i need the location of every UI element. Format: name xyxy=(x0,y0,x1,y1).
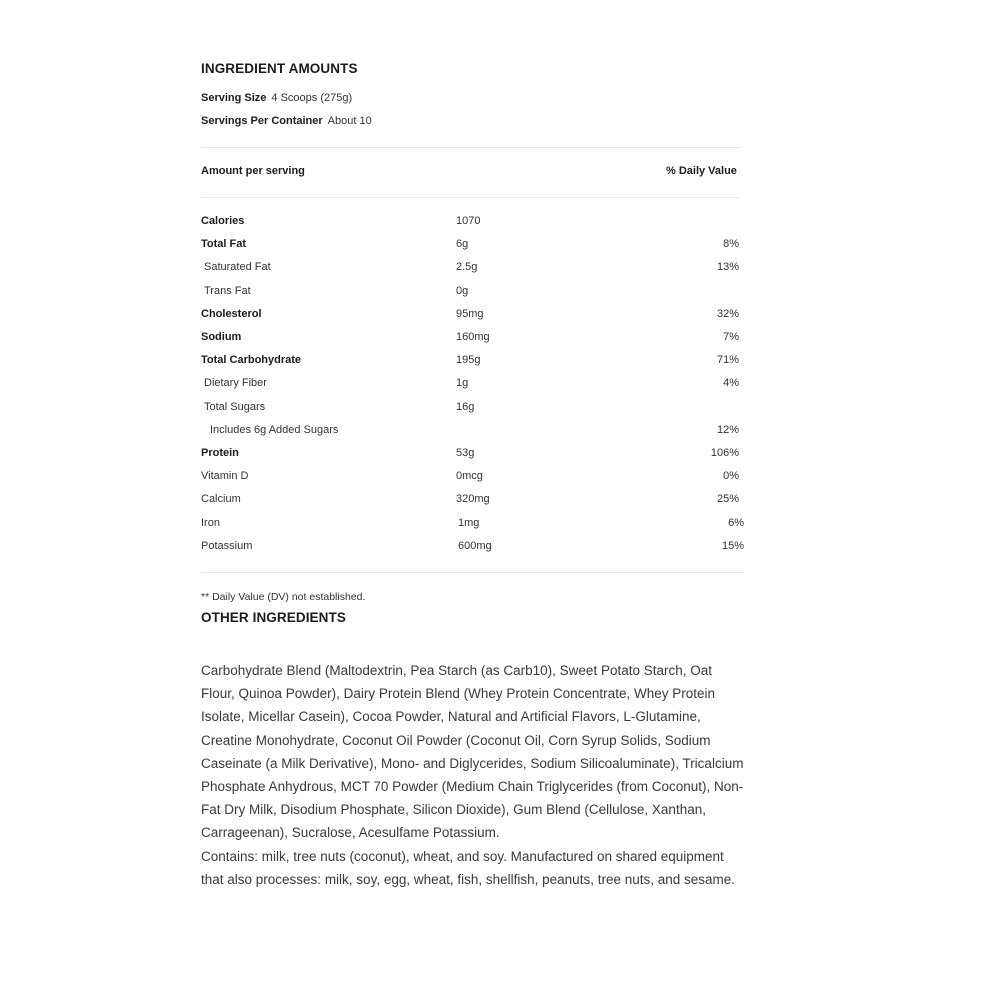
table-row xyxy=(201,331,746,347)
nutrient-name: Trans Fat xyxy=(204,285,251,297)
other-ingredients-body xyxy=(201,659,746,891)
table-row xyxy=(201,238,746,254)
servings-per-container-label: Servings Per Container xyxy=(201,115,323,127)
divider-top xyxy=(201,147,739,148)
nutrient-name: Calcium xyxy=(201,493,241,505)
nutrient-amount: 1mg xyxy=(458,517,480,529)
table-row xyxy=(201,285,746,301)
nutrient-amount: 320mg xyxy=(456,493,490,505)
nutrient-name: Iron xyxy=(201,517,220,529)
nutrient-amount: 1070 xyxy=(456,215,481,227)
daily-value-footnote: ** Daily Value (DV) not established. xyxy=(201,591,366,603)
nutrient-daily-value: 8% xyxy=(723,238,739,250)
divider-bottom xyxy=(201,572,744,573)
nutrient-name: Calories xyxy=(201,215,245,227)
table-row xyxy=(201,354,746,370)
nutrient-name: Potassium xyxy=(201,540,253,552)
nutrient-daily-value: 13% xyxy=(716,261,739,273)
nutrient-name: Sodium xyxy=(201,331,242,343)
nutrient-daily-value: 4% xyxy=(723,377,739,389)
nutrient-name: Saturated Fat xyxy=(204,261,271,273)
table-row xyxy=(201,377,746,393)
serving-size xyxy=(201,92,352,104)
nutrient-daily-value: 106% xyxy=(710,447,739,459)
nutrient-name: Total Sugars xyxy=(204,401,266,413)
nutrient-name: Total Carbohydrate xyxy=(201,354,302,366)
nutrient-amount: 0g xyxy=(456,285,469,297)
nutrient-amount: 0mcg xyxy=(456,470,483,482)
nutrient-name: Dietary Fiber xyxy=(204,377,267,389)
table-row xyxy=(201,261,746,277)
nutrient-amount: 95mg xyxy=(456,308,484,320)
divider-header xyxy=(201,197,739,198)
nutrient-daily-value: 71% xyxy=(716,354,739,366)
other-ingredients-title: OTHER INGREDIENTS xyxy=(201,610,346,625)
nutrient-name: Protein xyxy=(201,447,239,459)
amount-per-serving-header: Amount per serving xyxy=(201,165,305,177)
nutrient-amount: 600mg xyxy=(458,540,492,552)
nutrient-amount: 2.5g xyxy=(456,261,478,273)
nutrient-amount: 6g xyxy=(456,238,469,250)
nutrient-daily-value: 12% xyxy=(716,424,739,436)
table-row xyxy=(201,517,746,533)
nutrient-amount: 1g xyxy=(456,377,469,389)
nutrient-daily-value: 7% xyxy=(723,331,739,343)
nutrient-amount: 160mg xyxy=(456,331,490,343)
table-row xyxy=(201,424,746,440)
nutrient-daily-value: 25% xyxy=(716,493,739,505)
table-row xyxy=(201,308,746,324)
nutrient-daily-value: 0% xyxy=(723,470,739,482)
servings-per-container xyxy=(201,115,372,127)
table-row xyxy=(201,215,746,231)
table-row xyxy=(201,493,746,509)
nutrient-amount: 16g xyxy=(456,401,475,413)
daily-value-header: % Daily Value xyxy=(666,165,737,177)
nutrient-daily-value: 6% xyxy=(728,517,744,529)
nutrient-amount: 53g xyxy=(456,447,475,459)
ingredients-list: Carbohydrate Blend (Maltodextrin, Pea Starch (as Carb10), Sweet Potato Starch, Oat Flour, Quinoa Powder), Dairy Protein Blend (Whey Protein Concentrate, Whey Protein Isolate, Micellar Casein), Cocoa Powder, Natural and Artificial Flavors, L-Glutamine, Creatine Monohydrate, Coconut Oil Powder (Coconut Oil, Corn Syrup Solids, Sodium Caseinate (a Milk Derivative), Mono- and Diglycerides, Sodium Silicoaluminate), Tricalcium Phosphate Anhydrous, MCT 70 Powder (Medium Chain Triglycerides (from Coconut), Non-Fat Dry Milk, Disodium Phosphate, Silicon Dioxide), Gum Blend (Cellulose, Xanthan, Carrageenan), Sucralose, Acesulfame Potassium. xyxy=(201,663,744,841)
nutrient-name: Vitamin D xyxy=(201,470,249,482)
ingredient-amounts-title: INGREDIENT AMOUNTS xyxy=(201,61,358,76)
serving-size-label: Serving Size xyxy=(201,92,267,104)
table-row xyxy=(201,470,746,486)
table-row xyxy=(201,401,746,417)
serving-size-value: 4 Scoops (275g) xyxy=(271,92,353,104)
nutrient-name: Total Fat xyxy=(201,238,247,250)
table-row xyxy=(201,447,746,463)
nutrient-daily-value: 32% xyxy=(716,308,739,320)
nutrient-name: Cholesterol xyxy=(201,308,262,320)
nutrient-daily-value: 15% xyxy=(721,540,744,552)
servings-per-container-value: About 10 xyxy=(327,115,372,127)
nutrient-amount: 195g xyxy=(456,354,481,366)
allergen-statement: Contains: milk, tree nuts (coconut), wheat, and soy. Manufactured on shared equipment that also processes: milk, soy, egg, wheat, fish, shellfish, peanuts, tree nuts, and sesame. xyxy=(201,848,736,887)
table-row xyxy=(201,540,746,556)
nutrient-name: Includes 6g Added Sugars xyxy=(210,424,339,436)
